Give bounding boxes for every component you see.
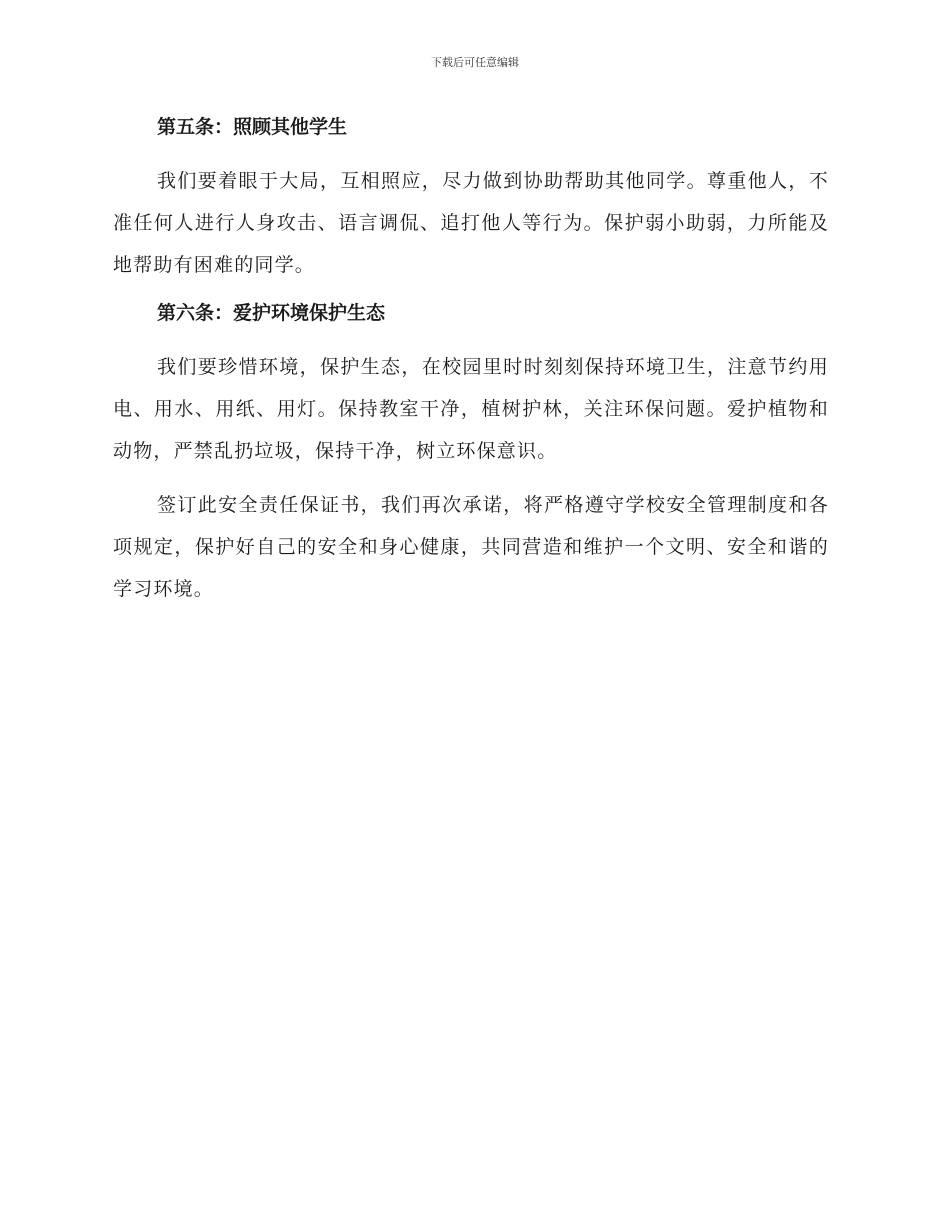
article-paragraph: 我们要着眼于大局，互相照应，尽力做到协助帮助其他同学。尊重他人，不准任何人进行人身攻击、语言调侃、追打他人等行为。保护弱小助弱，力所能及地帮助有困难的同学。 (113, 170, 829, 276)
article-paragraph: 我们要珍惜环境，保护生态，在校园里时时刻刻保持环境卫生，注意节约用电、用水、用纸、用灯。保持教室干净，植树护林，关注环保问题。爱护植物和动物，严禁乱扔垃圾，保持干净，树立环保意识。 (113, 356, 829, 462)
document-body (113, 112, 829, 622)
section-article-5 (113, 112, 829, 286)
closing-paragraph: 签订此安全责任保证书，我们再次承诺，将严格遵守学校安全管理制度和各项规定，保护好自己的安全和身心健康，共同营造和维护一个文明、安全和谐的学习环境。 (113, 494, 829, 600)
article-heading: 第六条：爱护环境保护生态 (157, 302, 386, 324)
page-header-note: 下载后可任意编辑 (431, 56, 519, 69)
section-article-6 (113, 298, 829, 472)
article-heading: 第五条：照顾其他学生 (157, 116, 348, 138)
